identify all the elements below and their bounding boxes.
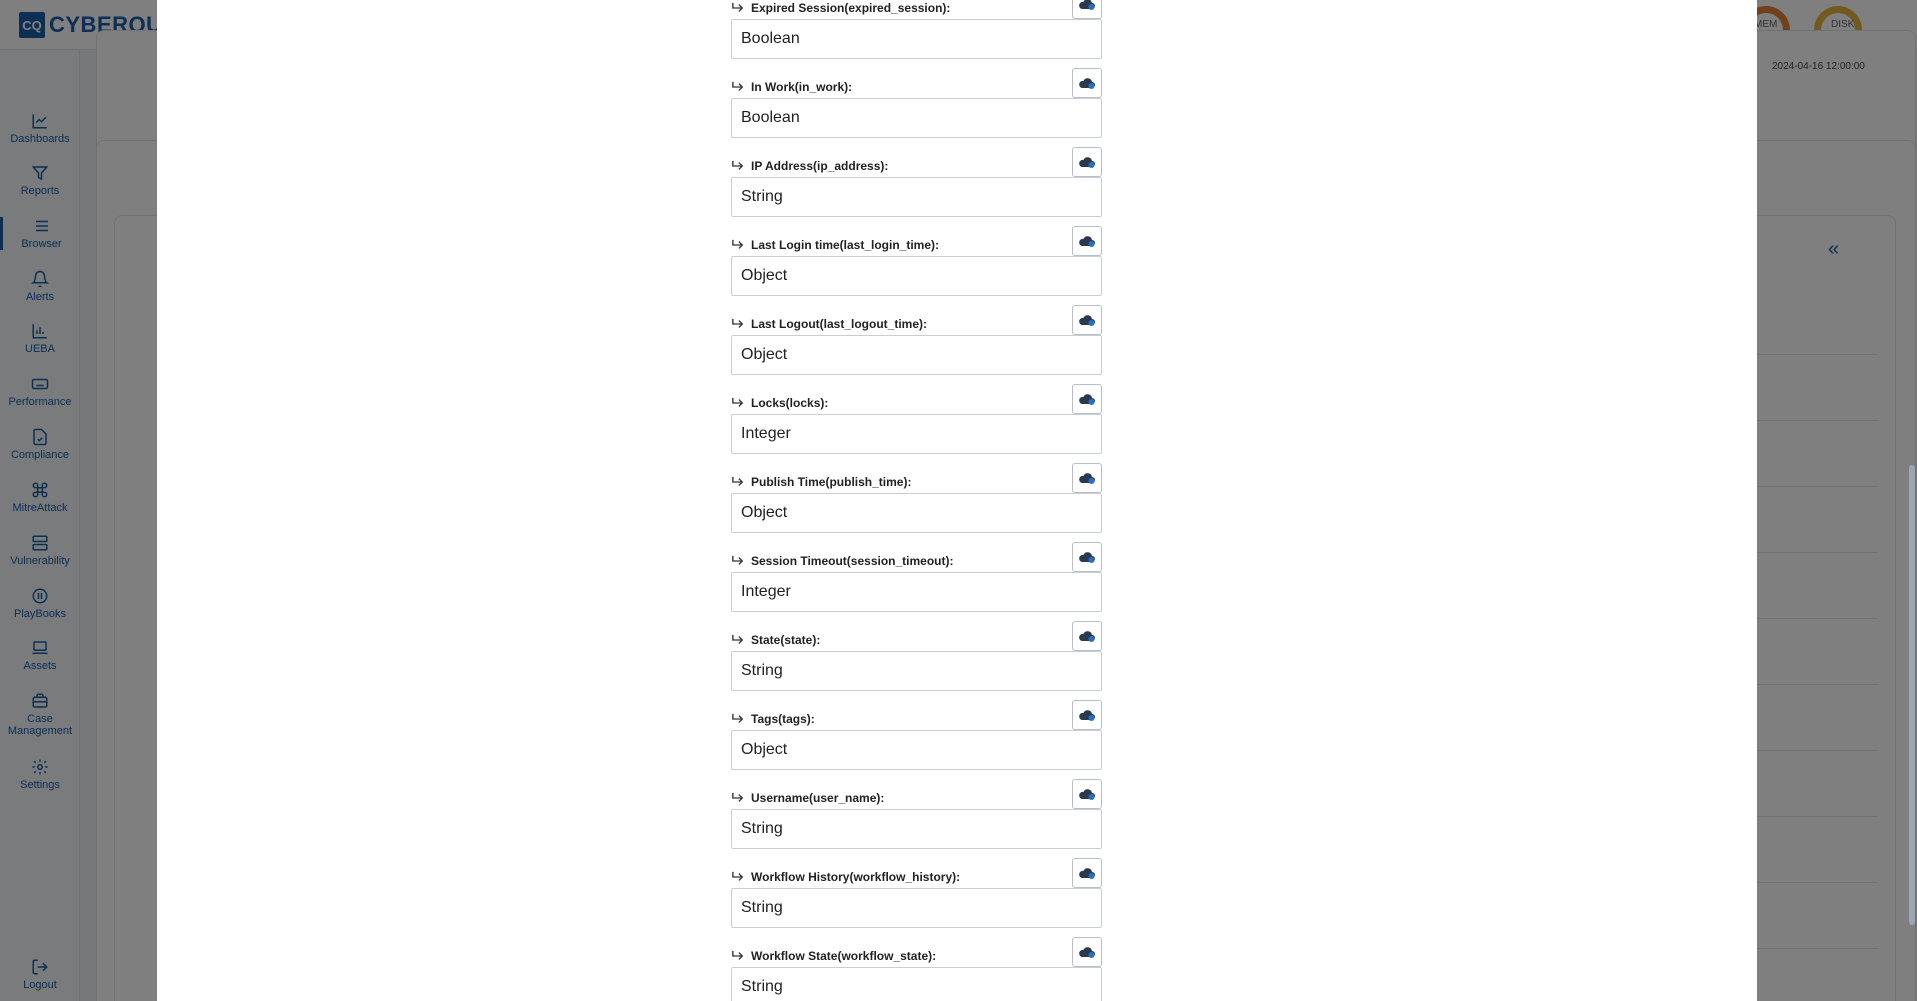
field-label-text: Locks(locks): [751, 396, 829, 410]
field-type-input[interactable]: Object [731, 493, 1102, 533]
field-type-input[interactable]: Object [731, 335, 1102, 375]
return-arrow-icon [731, 318, 745, 330]
field-label [731, 156, 888, 176]
cloud-icon [1078, 945, 1096, 959]
field-label-text: Workflow State(workflow_state): [751, 949, 937, 963]
return-arrow-icon [731, 713, 745, 725]
return-arrow-icon [731, 871, 745, 883]
return-arrow-icon [731, 239, 745, 251]
cloud-icon [1078, 313, 1096, 327]
field-type-input[interactable]: Integer [731, 414, 1102, 454]
field-type-input[interactable]: String [731, 967, 1102, 1001]
field-label [731, 77, 852, 97]
field-label [731, 0, 950, 18]
field-options-button[interactable] [1072, 937, 1102, 967]
cloud-icon [1078, 471, 1096, 485]
field-type-input[interactable]: String [731, 651, 1102, 691]
field-options-button[interactable] [1072, 463, 1102, 493]
field-options-button[interactable] [1072, 858, 1102, 888]
field-type-input[interactable]: String [731, 888, 1102, 928]
return-arrow-icon [731, 160, 745, 172]
field-label-text: Tags(tags): [751, 712, 815, 726]
cloud-icon [1078, 155, 1096, 169]
field-label-text: Last Logout(last_logout_time): [751, 317, 927, 331]
field-label [731, 551, 953, 571]
field-label [731, 946, 936, 966]
return-arrow-icon [731, 634, 745, 646]
cloud-icon [1078, 76, 1096, 90]
return-arrow-icon [731, 397, 745, 409]
field-label [731, 314, 927, 334]
field-options-button[interactable] [1072, 226, 1102, 256]
field-label [731, 235, 939, 255]
cloud-icon [1078, 0, 1096, 11]
field-type-input[interactable]: Object [731, 256, 1102, 296]
field-type-input[interactable]: String [731, 809, 1102, 849]
return-arrow-icon [731, 555, 745, 567]
field-type-input[interactable]: String [731, 177, 1102, 217]
field-options-button[interactable] [1072, 779, 1102, 809]
field-label [731, 867, 960, 887]
cloud-icon [1078, 392, 1096, 406]
field-options-button[interactable] [1072, 68, 1102, 98]
field-type-input[interactable]: Boolean [731, 98, 1102, 138]
field-options-button[interactable] [1072, 542, 1102, 572]
field-types-modal [157, 0, 1757, 1001]
field-label-text: Workflow History(workflow_history): [751, 870, 961, 884]
field-label-text: Username(user_name): [751, 791, 885, 805]
field-label [731, 393, 828, 413]
field-type-input[interactable]: Boolean [731, 19, 1102, 59]
page-scrollbar[interactable] [1909, 465, 1915, 925]
cloud-icon [1078, 708, 1096, 722]
field-options-button[interactable] [1072, 305, 1102, 335]
field-label-text: Expired Session(expired_session): [751, 1, 951, 15]
field-label-text: Publish Time(publish_time): [751, 475, 912, 489]
return-arrow-icon [731, 950, 745, 962]
field-label [731, 630, 820, 650]
field-options-button[interactable] [1072, 621, 1102, 651]
field-options-button[interactable] [1072, 147, 1102, 177]
return-arrow-icon [731, 81, 745, 93]
field-options-button[interactable] [1072, 0, 1102, 19]
cloud-icon [1078, 629, 1096, 643]
field-label [731, 709, 815, 729]
field-type-input[interactable]: Integer [731, 572, 1102, 612]
return-arrow-icon [731, 792, 745, 804]
field-label-text: IP Address(ip_address): [751, 159, 889, 173]
cloud-icon [1078, 866, 1096, 880]
field-label-text: In Work(in_work): [751, 80, 853, 94]
cloud-icon [1078, 787, 1096, 801]
return-arrow-icon [731, 2, 745, 14]
field-label-text: Session Timeout(session_timeout): [751, 554, 954, 568]
field-label [731, 788, 884, 808]
field-label [731, 472, 911, 492]
field-type-input[interactable]: Object [731, 730, 1102, 770]
cloud-icon [1078, 550, 1096, 564]
return-arrow-icon [731, 476, 745, 488]
field-label-text: Last Login time(last_login_time): [751, 238, 940, 252]
field-options-button[interactable] [1072, 384, 1102, 414]
field-label-text: State(state): [751, 633, 821, 647]
field-options-button[interactable] [1072, 700, 1102, 730]
cloud-icon [1078, 234, 1096, 248]
